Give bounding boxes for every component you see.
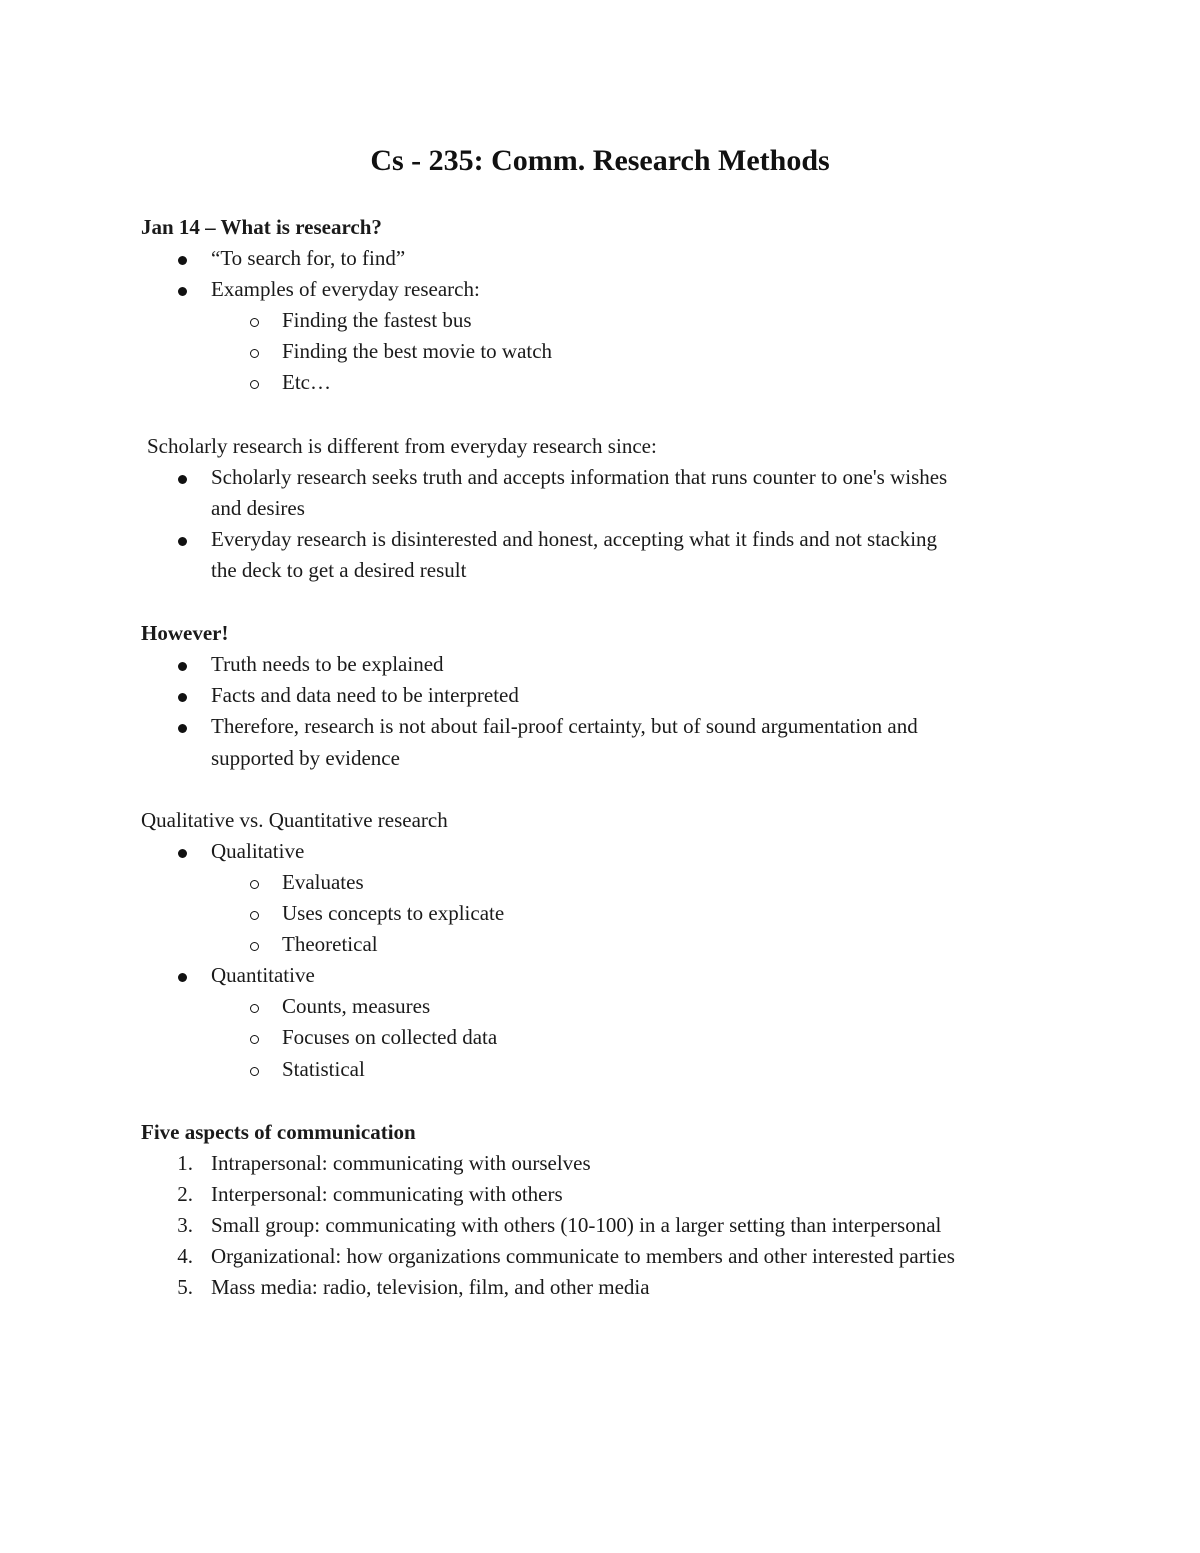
list-item: Uses concepts to explicate	[282, 901, 505, 925]
bullet-ring	[250, 911, 259, 920]
list-item: Organizational: how organizations communicate to members and other interested parties	[211, 1244, 955, 1268]
list-number: 1.	[177, 1151, 193, 1175]
bullet-ring	[250, 318, 259, 327]
bullet-dot	[178, 849, 187, 858]
bullet-dot	[178, 537, 187, 546]
list-item: Quantitative	[211, 963, 315, 987]
bullet-dot	[178, 724, 187, 733]
list-item: Everyday research is disinterested and honest, accepting what it finds and not stacking	[211, 527, 938, 551]
list-item: Therefore, research is not about fail-proof certainty, but of sound argumentation and	[211, 714, 918, 738]
section-heading-however: However!	[141, 621, 229, 645]
list-item: Focuses on collected data	[282, 1025, 498, 1049]
list-item: Truth needs to be explained	[211, 652, 444, 676]
bullet-ring	[250, 880, 259, 889]
bullet-dot	[178, 256, 187, 265]
list-item: Examples of everyday research:	[211, 277, 480, 301]
section-heading-five-aspects: Five aspects of communication	[141, 1120, 416, 1144]
list-number: 2.	[177, 1182, 193, 1206]
list-item-continuation: the deck to get a desired result	[211, 558, 467, 582]
list-item: Facts and data need to be interpreted	[211, 683, 519, 707]
list-number: 3.	[177, 1213, 193, 1237]
list-item: Finding the best movie to watch	[282, 339, 553, 363]
bullet-dot	[178, 475, 187, 484]
bullet-dot	[178, 973, 187, 982]
section-heading-jan14: Jan 14 – What is research?	[141, 215, 382, 239]
paragraph-intro: Scholarly research is different from everyday research since:	[147, 434, 657, 458]
list-item: Intrapersonal: communicating with ourselves	[211, 1151, 591, 1175]
list-item: Counts, measures	[282, 994, 431, 1018]
list-item-continuation: supported by evidence	[211, 746, 400, 770]
section-heading-qual-quant: Qualitative vs. Quantitative research	[141, 808, 448, 832]
list-item: Qualitative	[211, 839, 305, 863]
list-item: Small group: communicating with others (10-100) in a larger setting than interpersonal	[211, 1213, 942, 1237]
bullet-ring	[250, 942, 259, 951]
list-number: 5.	[177, 1275, 193, 1299]
list-item-continuation: and desires	[211, 496, 305, 520]
list-item: Mass media: radio, television, film, and other media	[211, 1275, 650, 1299]
list-number: 4.	[177, 1244, 193, 1268]
page-title: Cs - 235: Comm. Research Methods	[370, 144, 830, 177]
list-item: Etc…	[282, 370, 331, 394]
bullet-ring	[250, 380, 259, 389]
bullet-dot	[178, 662, 187, 671]
bullet-ring	[250, 349, 259, 358]
bullet-ring	[250, 1035, 259, 1044]
list-item: Statistical	[282, 1057, 365, 1081]
list-item: Theoretical	[282, 932, 378, 956]
list-item: “To search for, to find”	[211, 246, 406, 270]
list-item: Finding the fastest bus	[282, 308, 472, 332]
bullet-dot	[178, 287, 187, 296]
bullet-ring	[250, 1004, 259, 1013]
bullet-ring	[250, 1067, 259, 1076]
list-item: Evaluates	[282, 870, 364, 894]
list-item: Interpersonal: communicating with others	[211, 1182, 563, 1206]
list-item: Scholarly research seeks truth and accepts information that runs counter to one's wishes	[211, 465, 948, 489]
bullet-dot	[178, 693, 187, 702]
